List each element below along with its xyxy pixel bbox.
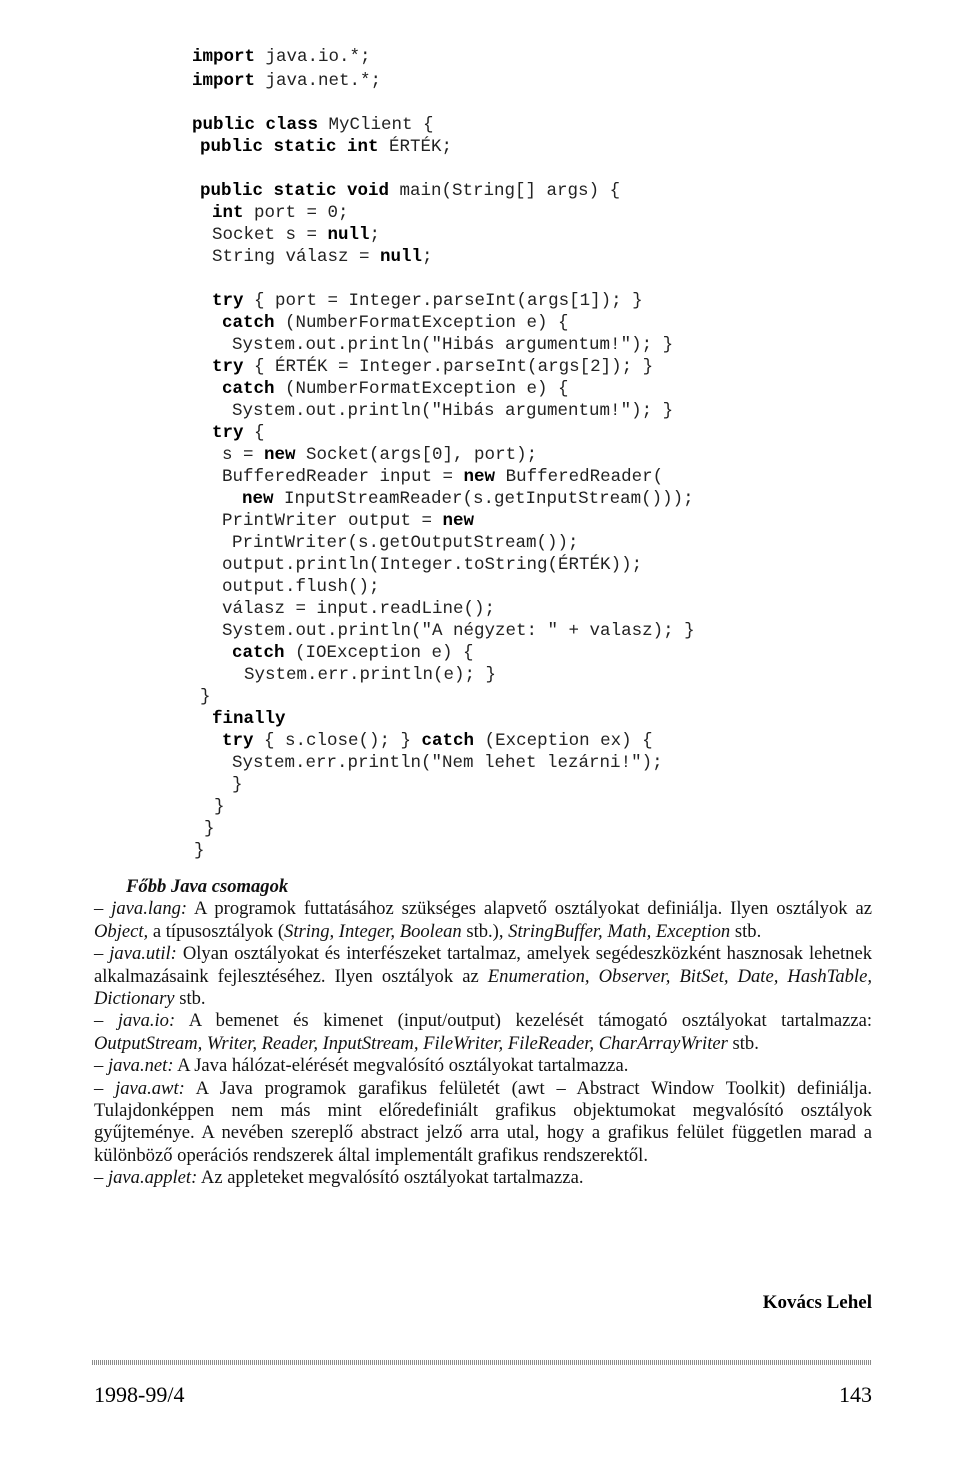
code-line: } bbox=[232, 775, 243, 795]
code-line: PrintWriter output = new bbox=[222, 511, 475, 531]
code-line: output.flush(); bbox=[222, 577, 380, 597]
paragraph-java-awt: – java.awt: A Java programok garafikus felületét (awt – Abstract Window Toolkit) definiálja. Tulajdonképpen nem más mint előredefiniált grafikus objektumokat megvalósító osztályok gyűjteménye. A nevében szereplő abstract jelző arra utal, hogy a grafikus felület független marad a különböző operációs rendszerek által implementált grafikus rendszerektől. bbox=[94, 1077, 872, 1166]
code-line: Socket s = null; bbox=[212, 225, 381, 245]
code-line: } bbox=[214, 797, 225, 817]
code-line: try { s.close(); } catch (Exception ex) { bbox=[222, 731, 653, 751]
paragraph-java-io: – java.io: A bemenet és kimenet (input/output) kezelését támogató osztályokat tartalmazza: OutputStream, Writer, Reader, InputStream, FileWriter, FileReader, CharArrayWriter stb. bbox=[94, 1010, 873, 1054]
code-line: public static void main(String[] args) { bbox=[200, 181, 621, 201]
footer-divider bbox=[92, 1360, 872, 1365]
code-line: } bbox=[200, 687, 211, 707]
code-line: System.out.println("A négyzet: " + valasz); } bbox=[222, 621, 695, 641]
paragraph-java-net: – java.net: A Java hálózat-elérését megvalósító osztályokat tartalmazza. bbox=[94, 1055, 629, 1077]
code-line: System.out.println("Hibás argumentum!"); } bbox=[232, 335, 674, 355]
author-name: Kovács Lehel bbox=[762, 1292, 872, 1313]
code-line: new InputStreamReader(s.getInputStream())); bbox=[242, 489, 694, 509]
code-line: finally bbox=[212, 709, 286, 729]
paragraph-java-applet: – java.applet: Az appleteket megvalósító osztályokat tartalmazza. bbox=[94, 1167, 584, 1189]
code-line: import java.net.*; bbox=[192, 71, 382, 91]
page-number: 143 bbox=[839, 1382, 872, 1407]
code-line: try { ÉRTÉK = Integer.parseInt(args[2]); } bbox=[212, 357, 654, 377]
issue-number: 1998-99/4 bbox=[94, 1382, 185, 1407]
code-line: System.out.println("Hibás argumentum!"); } bbox=[232, 401, 674, 421]
code-line: catch (NumberFormatException e) { bbox=[222, 313, 569, 333]
code-line: public static int ÉRTÉK; bbox=[200, 137, 453, 157]
code-line: try { port = Integer.parseInt(args[1]); } bbox=[212, 291, 643, 311]
code-line: import java.io.*; bbox=[192, 47, 371, 67]
code-line: String válasz = null; bbox=[212, 247, 433, 267]
paragraph-java-util: – java.util: Olyan osztályokat és interfészeket tartalmaz, amelyek segédeszközként hasznosak lehetnek alkalmazásaink fejlesztéséhez. Ilyen osztályok az Enumeration, Observer, BitSet, Date, HashTable, Dictionary stb. bbox=[94, 943, 872, 1010]
code-line: catch (IOException e) { bbox=[232, 643, 474, 663]
code-line: } bbox=[204, 819, 215, 839]
code-line: s = new Socket(args[0], port); bbox=[222, 445, 538, 465]
code-line: System.err.println(e); } bbox=[244, 665, 497, 685]
code-line: PrintWriter(s.getOutputStream()); bbox=[232, 533, 579, 553]
paragraph-java-lang: – java.lang: A programok futtatásához szükséges alapvető osztályokat definiálja. Ilyen osztályok az Object, a típusosztályok (String, Integer, Boolean stb.), StringBuffer, Math, Exception stb. bbox=[94, 898, 872, 942]
code-line: } bbox=[194, 841, 205, 861]
code-line: int port = 0; bbox=[212, 203, 349, 223]
section-heading: Főbb Java csomagok bbox=[126, 876, 289, 897]
code-line: válasz = input.readLine(); bbox=[222, 599, 496, 619]
code-line: System.err.println("Nem lehet lezárni!"); bbox=[232, 753, 663, 773]
article-text bbox=[94, 876, 872, 1190]
code-line: public class MyClient { bbox=[192, 115, 434, 135]
code-line: try { bbox=[212, 423, 265, 443]
code-line: BufferedReader input = new BufferedReader( bbox=[222, 467, 664, 487]
code-line: output.println(Integer.toString(ÉRTÉK)); bbox=[222, 555, 643, 575]
code-line: catch (NumberFormatException e) { bbox=[222, 379, 569, 399]
